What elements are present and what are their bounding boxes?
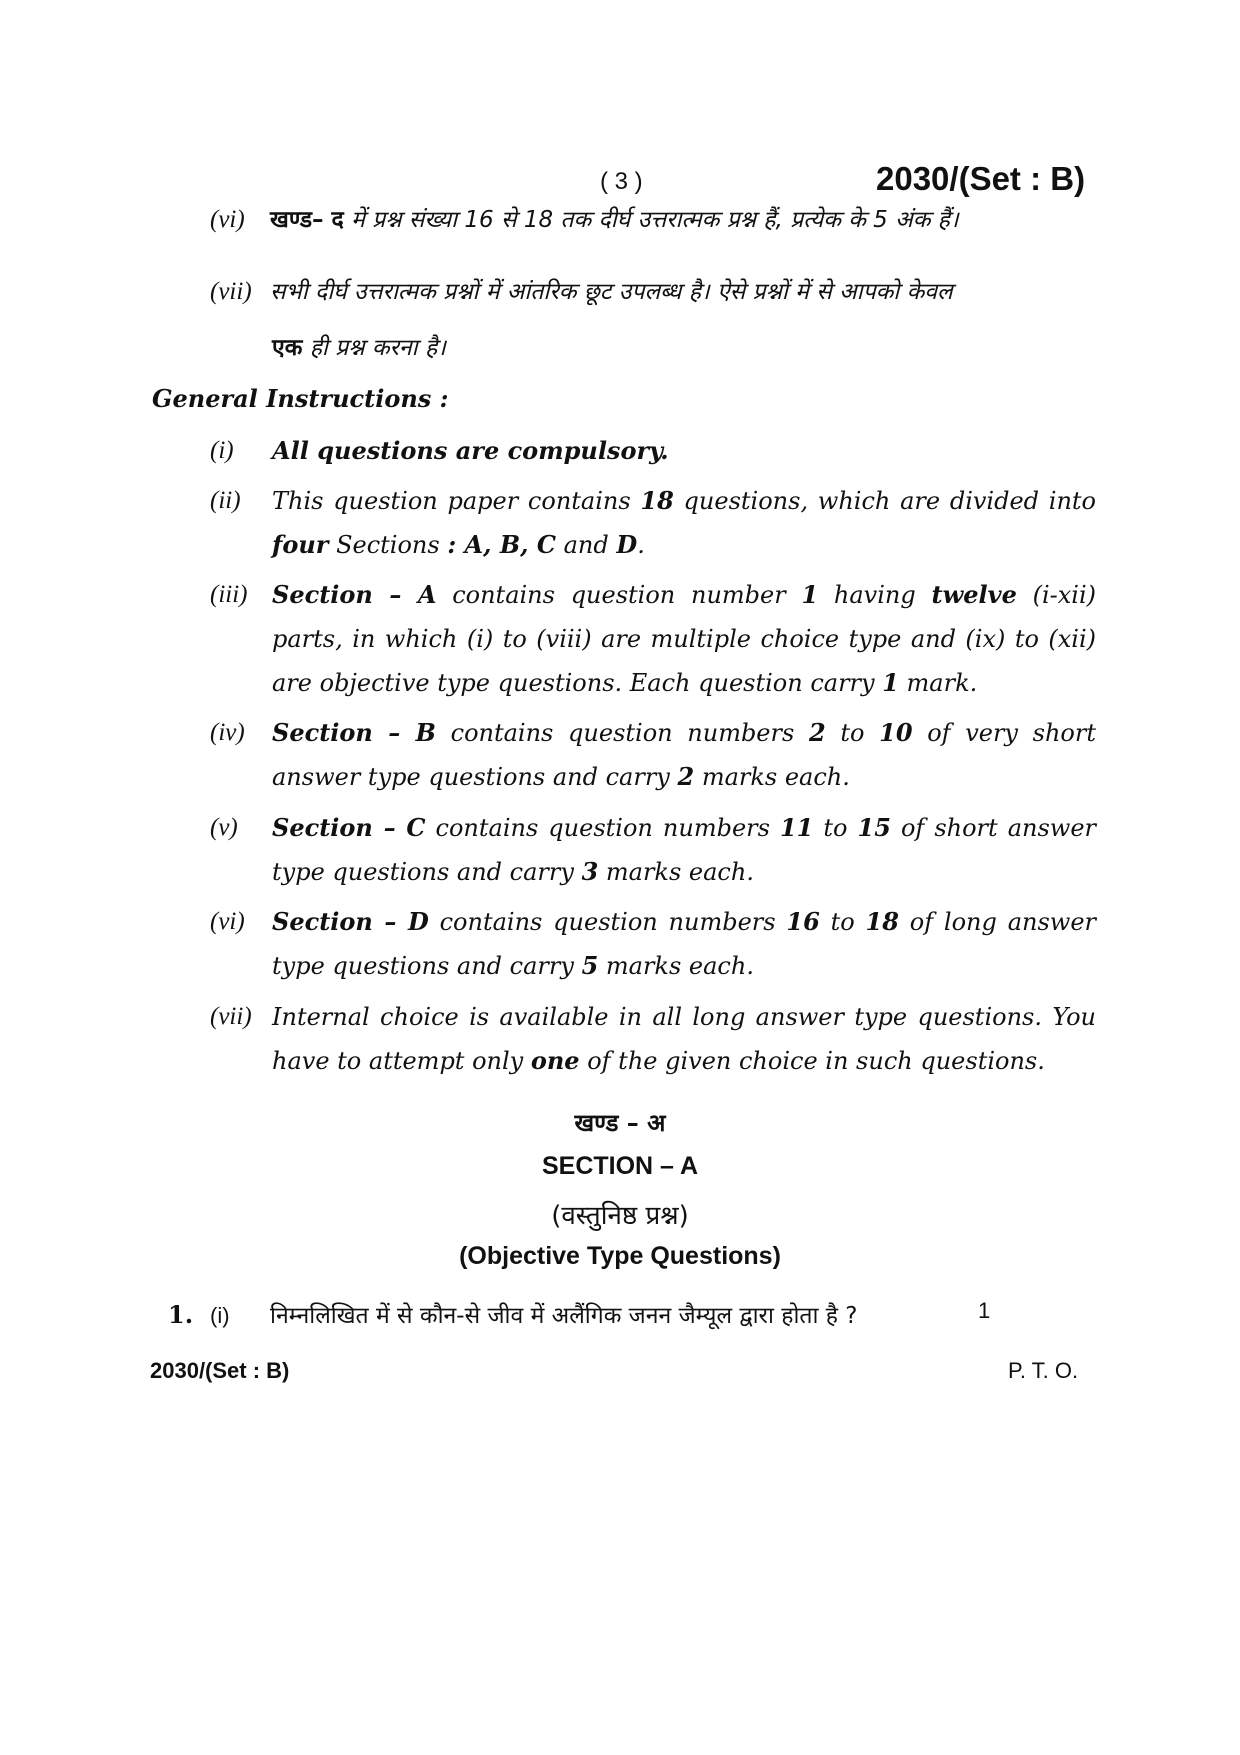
instruction-ii [210,479,1096,567]
bold-text: one [530,1046,580,1075]
question-1 [168,1298,1008,1330]
footer-paper-code: 2030/(Set : B) [150,1358,290,1383]
bold-text: 18 [640,486,674,515]
footer-pto: P. T. O. [1008,1358,1079,1383]
bold-text: 2 [808,718,826,747]
text: of short answer type questions and carry [272,814,1097,886]
bold-text: 1 [801,580,819,609]
hindi-instruction-vi [210,202,1100,234]
instruction-v [210,806,1096,894]
bold-text: 1 [882,668,899,697]
bold-text: एक [272,335,303,361]
bold-text: 16 [786,907,820,936]
text: marks each. [694,763,850,791]
item-number: (iv) [210,719,245,746]
text: having [818,581,932,609]
text: mark. [898,669,978,697]
text: marks each. [598,952,754,980]
text: contains question numbers [435,719,809,747]
section-title: SECTION – A [541,1152,699,1180]
bold-text: 2 [677,762,695,791]
instruction-vi [210,900,1096,988]
bold-text: 18 [865,907,899,936]
bold-text: Section – D [272,907,429,936]
page-number: ( 3 ) [600,168,643,195]
question-marks: 1 [978,1298,991,1323]
bold-text: Section – A [272,580,437,609]
bold-text: 15 [857,813,891,842]
bold-text: 11 [779,813,814,842]
text: Internal choice is available in all long answer type questions. You have to attempt only [272,1003,1096,1075]
item-number: (vii) [210,1003,252,1030]
bold-text: four [272,530,329,559]
instruction-text: में प्रश्न संख्या 16 से 18 तक दीर्घ उत्तरात्मक प्रश्न हैं, प्रत्येक के 5 अंक हैं। [351,207,959,233]
text: to [819,908,866,936]
instruction-text: All questions are compulsory. [272,436,669,465]
text: This question paper contains [272,487,641,515]
instruction-text: सभी दीर्घ उत्तरात्मक प्रश्नों में आंतरिक छूट उपलब्ध है। ऐसे प्रश्नों में से आपको केवल [270,279,953,305]
instruction-iv [210,711,1096,799]
text: contains question number [436,581,802,609]
bold-text: 10 [879,718,913,747]
text: (i-xii) parts, in which (i) to (viii) are multiple choice type and (ix) to (xii) are objective type questions. Each question carry [272,581,1097,697]
bold-text: Section – C [272,813,426,842]
question-number: 1. [168,1300,194,1329]
section-subtitle: (Objective Type Questions) [459,1242,781,1270]
bold-text: Section – B [272,718,436,747]
bold-text: 5 [581,951,599,980]
bold-text: 3 [581,857,599,886]
text: and [555,531,617,559]
item-number: (ii) [210,487,241,514]
hindi-instruction-vii-line2 [272,330,1162,362]
question-part: (i) [210,1303,230,1328]
text: contains question numbers [428,908,787,936]
section-hindi-subtitle: (वस्तुनिष्ठ प्रश्न) [551,1201,689,1231]
text: questions, which are divided into [673,487,1096,515]
instruction-i [210,429,1096,473]
item-number: (i) [210,437,234,464]
item-number: (vi) [210,908,245,935]
hindi-instruction-vii [210,274,1100,306]
text: Sections [328,531,448,559]
paper-code: 2030/(Set : B) [876,160,1086,197]
text: of the given choice in such questions. [579,1047,1045,1075]
text: of long answer type questions and carry [272,908,1096,980]
general-instructions-title: General Instructions : [152,384,449,413]
item-number: (vii) [210,278,252,305]
item-number: (vi) [210,206,245,233]
bold-text: twelve [931,580,1017,609]
text: to [825,719,880,747]
instruction-vii [210,995,1096,1083]
text: . [637,531,645,559]
item-number: (iii) [210,581,248,608]
bold-text: : A, B, C [447,530,556,559]
question-text: निम्नलिखित में से कौन-से जीव में अलैंगिक जनन जैम्यूल द्वारा होता है ? [270,1303,858,1329]
instruction-text: ही प्रश्न करना है। [309,335,446,361]
text: contains question numbers [425,814,780,842]
item-number: (v) [210,814,238,841]
instruction-iii [210,573,1096,705]
text: of very short answer type questions and carry [272,719,1097,791]
section-hindi-title: खण्ड – अ [574,1109,666,1137]
text: marks each. [598,858,754,886]
bold-text: खण्ड– द [270,207,344,233]
text: to [813,814,858,842]
bold-text: D [616,530,638,559]
